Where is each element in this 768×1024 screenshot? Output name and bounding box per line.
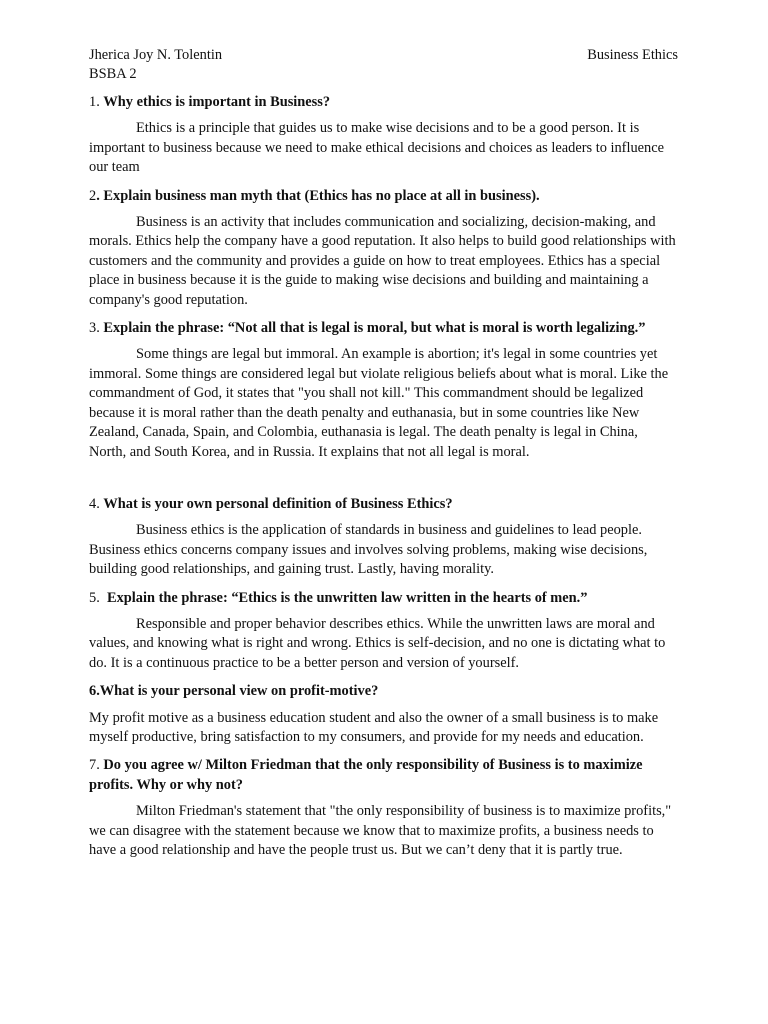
question-7-text: Do you agree w/ Milton Friedman that the only responsibility of Business is to maximize profits. Why or why not? [89, 757, 643, 793]
question-1: 1. Why ethics is important in Business? [89, 94, 331, 110]
author-name: Jherica Joy N. Tolentin [89, 47, 223, 63]
spacer [89, 471, 678, 495]
question-5: 5. Explain the phrase: “Ethics is the unwritten law written in the hearts of men.” [89, 589, 588, 606]
answer-7: Milton Friedman's statement that "the only responsibility of business is to maximize profits," we can disagree with the statement because we know that to maximize profits, a business needs to have a good relationship and have the people trust us. But we can’t deny that it is partly true. [89, 803, 672, 858]
question-6 [89, 682, 678, 701]
question-2-text: . Explain business man myth that (Ethics has no place at all in business). [96, 187, 540, 204]
question-1-text: Why ethics is important in Business? [103, 94, 331, 110]
question-6-text: 6.What is your personal view on profit-motive? [89, 683, 379, 700]
header-row [89, 46, 678, 65]
answer-3: Some things are legal but immoral. An example is abortion; it's legal in some countries yet immoral. Some things are considered legal but violate religious beliefs about what is moral. Like the commandment of God, it states that "you shall not kill." This commandment should be legalized because it is moral rather than the death penalty and euthanasia, but in some countries like New Zealand, Canada, Spain, and Colombia, euthanasia is legal. The death penalty is legal in China, North, and South Korea, and in Russia. It explains that not all legal is moral. [89, 346, 669, 460]
question-5-text: Explain the phrase: “Ethics is the unwritten law written in the hearts of men.” [107, 589, 588, 606]
answer-1: Ethics is a principle that guides us to make wise decisions and to be a good person. It is important to business because we need to make ethical decisions and choices as leaders to influence our team [89, 120, 665, 176]
subject-name: Business Ethics [587, 47, 678, 63]
question-4-text: What is your own personal definition of Business Ethics? [103, 495, 453, 512]
question-4: 4. What is your own personal definition of Business Ethics? [89, 495, 453, 512]
answer-6: My profit motive as a business education student and also the owner of a small business is to make myself productive, bring satisfaction to my consumers, and provide for my needs and education. [89, 709, 659, 745]
answer-4: Business ethics is the application of standards in business and guidelines to lead people. Business ethics concerns company issues and involves solving problems, making wise decisions, building good relationships, and gaining trust. Lastly, having morality. [89, 522, 648, 578]
document-body [89, 93, 678, 869]
document-header [89, 46, 678, 85]
question-2: 2. Explain business man myth that (Ethics has no place at all in business). [89, 187, 540, 204]
course-label: BSBA 2 [89, 66, 137, 83]
answer-2: Business is an activity that includes communication and socializing, decision-making, and morals. Ethics help the company have a good reputation. It also helps to build good relationships with customers and the community and provides a guide on how to treat employees. Ethics has a special place in business because it is the guide to making wise decisions and building and maintaining a company's good reputation. [89, 214, 676, 308]
question-3: 3. Explain the phrase: “Not all that is legal is moral, but what is moral is worth legalizing.” [89, 320, 646, 337]
question-7: 7. Do you agree w/ Milton Friedman that the only responsibility of Business is to maximize profits. Why or why not? [89, 757, 643, 793]
answer-5: Responsible and proper behavior describes ethics. While the unwritten laws are moral and values, and knowing what is right and wrong. Ethics is self-decision, and no one is dictating what to do. It is a continuous practice to be a better person and version of yourself. [89, 615, 666, 671]
question-3-text: Explain the phrase: “Not all that is legal is moral, but what is moral is worth legalizing.” [103, 320, 646, 337]
